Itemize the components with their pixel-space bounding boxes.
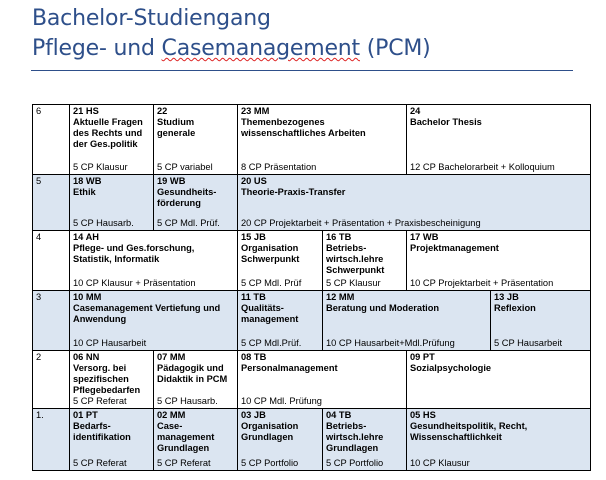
module-cell bbox=[238, 409, 323, 471]
module-title: Qualitäts-management bbox=[241, 303, 299, 324]
module-credits-exam: 12 CP Bachelorarbeit + Kolloquium bbox=[410, 162, 555, 172]
module-credits-exam: 10 CP Klausur bbox=[410, 458, 470, 468]
module-title: Case-management Grundlagen bbox=[157, 421, 215, 453]
module-cell bbox=[323, 291, 491, 351]
module-title: Sozialpsychologie bbox=[410, 363, 492, 373]
module-code: 17 WB bbox=[410, 232, 439, 242]
module-code: 07 MM bbox=[157, 352, 186, 362]
module-code: 01 PT bbox=[73, 410, 98, 420]
module-credits-exam: 5 CP Klausur bbox=[326, 278, 381, 288]
module-cell bbox=[238, 175, 591, 231]
module-cell bbox=[70, 175, 154, 231]
module-code: 02 MM bbox=[157, 410, 186, 420]
module-credits-exam: 10 CP Klausur + Präsentation bbox=[73, 278, 196, 288]
module-credits-exam: 5 CP Hausarb. bbox=[157, 396, 218, 406]
semester-row bbox=[33, 231, 591, 291]
module-title: Aktuelle Fragen des Rechts und der Ges.politik bbox=[73, 117, 143, 149]
semester-number: 1. bbox=[33, 409, 70, 471]
module-cell bbox=[407, 351, 591, 409]
module-code: 21 HS bbox=[73, 106, 99, 116]
module-credits-exam: 10 CP Mdl. Prüfung bbox=[241, 396, 322, 406]
document-title-line-2 bbox=[32, 36, 431, 61]
module-code: 12 MM bbox=[326, 292, 355, 302]
module-credits-exam: 10 CP Hausarbeit+Mdl.Prüfung bbox=[326, 338, 455, 348]
semester-row bbox=[33, 175, 591, 231]
module-title: Projektmanagement bbox=[410, 243, 499, 253]
module-title: Betriebs-wirtsch.lehre Schwerpunkt bbox=[326, 243, 385, 275]
module-title: Ethik bbox=[73, 187, 96, 197]
module-code: 05 HS bbox=[410, 410, 436, 420]
module-credits-exam: 5 CP Mdl. Prüf. bbox=[157, 218, 220, 228]
module-code: 11 TB bbox=[241, 292, 266, 302]
module-code: 06 NN bbox=[73, 352, 100, 362]
module-code: 18 WB bbox=[73, 176, 102, 186]
module-cell bbox=[238, 231, 323, 291]
module-code: 22 bbox=[157, 106, 168, 116]
module-title: Betriebs-wirtsch.lehre Grundlagen bbox=[326, 421, 384, 453]
module-credits-exam: 10 CP Hausarbeit bbox=[73, 338, 147, 348]
module-code: 23 MM bbox=[241, 106, 270, 116]
module-code: 20 US bbox=[241, 176, 267, 186]
module-cell bbox=[238, 351, 407, 409]
module-title: Themenbezogenes wissenschaftliches Arbeiten bbox=[241, 117, 366, 138]
semester-number: 4 bbox=[33, 231, 70, 291]
module-title: Gesundheitspolitik, Recht, Wissenschaftlichkeit bbox=[410, 421, 528, 442]
module-code: 24 bbox=[410, 106, 421, 116]
module-credits-exam: 5 CP Hausarb. bbox=[73, 218, 134, 228]
module-cell bbox=[154, 409, 238, 471]
semester-number: 2 bbox=[33, 351, 70, 409]
curriculum-table bbox=[32, 104, 591, 471]
module-credits-exam: 5 CP Mdl.Prüf. bbox=[241, 338, 302, 348]
module-credits-exam: 5 CP Hausarbeit bbox=[494, 338, 563, 348]
module-title: Bedarfs-identifikation bbox=[73, 421, 131, 442]
module-credits-exam: 5 CP Referat bbox=[73, 396, 127, 406]
module-code: 16 TB bbox=[326, 232, 352, 242]
module-code: 10 MM bbox=[73, 292, 102, 302]
module-credits-exam: 5 CP Referat bbox=[73, 458, 127, 468]
module-credits-exam: 5 CP Portfolio bbox=[326, 458, 384, 468]
module-code: 04 TB bbox=[326, 410, 352, 420]
module-cell bbox=[70, 409, 154, 471]
module-cell bbox=[154, 351, 238, 409]
module-credits-exam: 5 CP Klausur bbox=[73, 162, 128, 172]
module-cell bbox=[70, 291, 238, 351]
module-cell bbox=[323, 231, 407, 291]
semester-number: 6 bbox=[33, 105, 70, 175]
module-title: Gesundheits-förderung bbox=[157, 187, 217, 208]
module-title: Reflexion bbox=[494, 303, 536, 313]
document-title-line-1: Bachelor-Studiengang bbox=[32, 6, 271, 31]
module-cell bbox=[154, 175, 238, 231]
title-suffix: (PCM) bbox=[359, 36, 431, 61]
module-credits-exam: 5 CP Mdl. Prüf bbox=[241, 278, 302, 288]
semester-number: 3 bbox=[33, 291, 70, 351]
module-cell bbox=[154, 105, 238, 175]
module-cell bbox=[491, 291, 591, 351]
module-credits-exam: 8 CP Präsentation bbox=[241, 162, 317, 172]
module-code: 14 AH bbox=[73, 232, 100, 242]
module-code: 03 JB bbox=[241, 410, 266, 420]
module-cell bbox=[407, 231, 591, 291]
semester-row bbox=[33, 105, 591, 175]
module-cell bbox=[407, 409, 591, 471]
module-cell bbox=[70, 105, 154, 175]
module-title: Casemanagement Vertiefung und Anwendung bbox=[73, 303, 221, 324]
module-credits-exam: 5 CP variabel bbox=[157, 162, 213, 172]
module-cell bbox=[70, 231, 238, 291]
module-title: Theorie-Praxis-Transfer bbox=[241, 187, 346, 197]
module-cell bbox=[238, 105, 407, 175]
module-title: Pflege- und Ges.forschung, Statistik, Informatik bbox=[73, 243, 195, 264]
module-credits-exam: 5 CP Referat bbox=[157, 458, 211, 468]
module-code: 15 JB bbox=[241, 232, 266, 242]
module-credits-exam: 20 CP Projektarbeit + Präsentation + Praxisbescheinigung bbox=[241, 218, 481, 228]
title-casemanagement: Casemanagement bbox=[161, 36, 360, 61]
module-code: 08 TB bbox=[241, 352, 267, 362]
module-title: Studium generale bbox=[157, 117, 196, 138]
module-title: Pädagogik und Didaktik in PCM bbox=[157, 363, 228, 384]
title-prefix: Pflege- und bbox=[32, 36, 162, 61]
module-title: Versorg. bei spezifischen Pflegebedarfen bbox=[73, 363, 141, 395]
module-credits-exam: 5 CP Portfolio bbox=[241, 458, 299, 468]
module-cell bbox=[238, 291, 323, 351]
semester-row bbox=[33, 351, 591, 409]
module-title: Beratung und Moderation bbox=[326, 303, 440, 313]
semester-number: 5 bbox=[33, 175, 70, 231]
module-cell bbox=[70, 351, 154, 409]
module-title: Personalmanagement bbox=[241, 363, 338, 373]
module-title: Organisation Grundlagen bbox=[241, 421, 299, 442]
title-underline-rule bbox=[31, 70, 573, 71]
semester-row bbox=[33, 409, 591, 471]
module-credits-exam: 10 CP Projektarbeit + Präsentation bbox=[410, 278, 554, 288]
module-title: Bachelor Thesis bbox=[410, 117, 482, 127]
module-code: 13 JB bbox=[494, 292, 519, 302]
module-cell bbox=[407, 105, 591, 175]
module-code: 09 PT bbox=[410, 352, 435, 362]
module-cell bbox=[323, 409, 407, 471]
module-code: 19 WB bbox=[157, 176, 186, 186]
module-title: Organisation Schwerpunkt bbox=[241, 243, 300, 264]
semester-row bbox=[33, 291, 591, 351]
